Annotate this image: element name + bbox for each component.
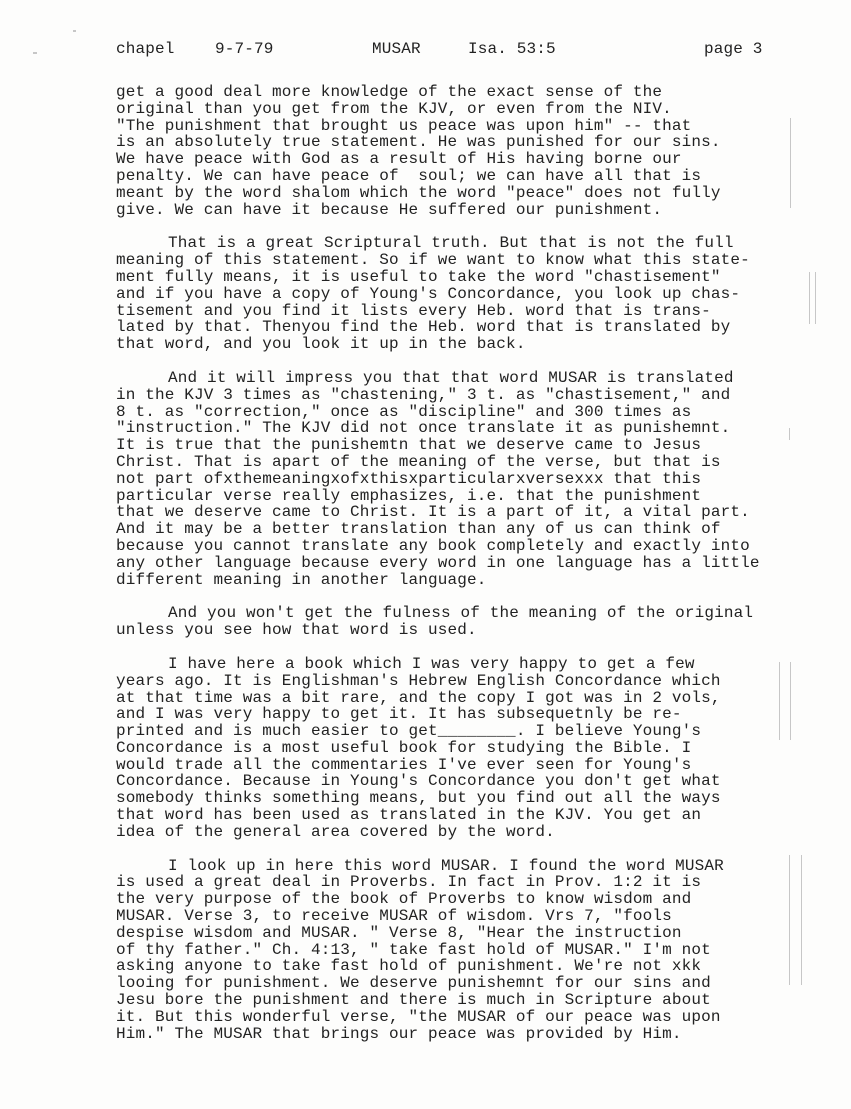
text-line: any other language because every word in one language has a little	[116, 553, 760, 572]
paragraph-6	[116, 858, 806, 1043]
text-line: And you won't get the fulness of the meaning of the original	[168, 604, 754, 623]
text-line: despise wisdom and MUSAR. " Verse 8, "Hear the instruction	[116, 923, 682, 942]
text-line: Concordance is a most useful book for studying the Bible. I	[116, 738, 692, 757]
text-line: different meaning in another language.	[116, 570, 487, 589]
text-line: I look up in here this word MUSAR. I found the word MUSAR	[168, 856, 724, 875]
text-line: not part ofxthemeaningxofxthisxparticularxversexxx that this	[116, 469, 702, 488]
text-line: Concordance. Because in Young's Concordance you don't get what	[116, 772, 721, 791]
text-line: MUSAR. Verse 3, to receive MUSAR of wisdom. Vrs 7, "fools	[116, 907, 672, 926]
text-line: tisement and you find it lists every Heb. word that is trans-	[116, 301, 711, 320]
margin-scan-mark	[790, 118, 791, 208]
text-line: it. But this wonderful verse, "the MUSAR of our peace was upon	[116, 1007, 721, 1026]
text-line: that word has been used as translated in the KJV. You get an	[116, 806, 702, 825]
text-line: We have peace with God as a result of His having borne our	[116, 150, 682, 169]
margin-scan-mark	[815, 272, 816, 324]
text-line: Jesu bore the punishment and there is much in Scripture about	[116, 991, 711, 1010]
text-line: particular verse really emphasizes, i.e. that the punishment	[116, 486, 702, 505]
text-line: and I was very happy to get it. It has subsequetnly be re-	[116, 705, 682, 724]
header-page-number: page 3	[704, 40, 763, 58]
text-line: penalty. We can have peace of soul; we can have all that is	[116, 166, 702, 185]
text-line: give. We can have it because He suffered our punishment.	[116, 200, 663, 219]
text-line: "The punishment that brought us peace was upon him" -- that	[116, 116, 692, 135]
text-line: that word, and you look it up in the back.	[116, 335, 526, 354]
margin-scan-mark	[73, 30, 76, 32]
text-line: Christ. That is apart of the meaning of the verse, but that is	[116, 452, 721, 471]
header-title: MUSAR	[372, 40, 421, 58]
margin-scan-mark	[809, 272, 810, 324]
margin-scan-mark	[801, 855, 802, 985]
text-line: and if you have a copy of Young's Concordance, you look up chas-	[116, 284, 741, 303]
document-body	[116, 84, 806, 1059]
text-line: is used a great deal in Proverbs. In fact in Prov. 1:2 it is	[116, 873, 702, 892]
text-line: in the KJV 3 times as "chastening," 3 t. as "chastisement," and	[116, 385, 731, 404]
text-line: printed and is much easier to get________. I believe Young's	[116, 722, 702, 741]
text-line: would trade all the commentaries I've ever seen for Young's	[116, 755, 692, 774]
text-line: ment fully means, it is useful to take the word "chastisement"	[116, 267, 721, 286]
text-line: That is a great Scriptural truth. But that is not the full	[168, 234, 734, 253]
margin-scan-mark	[790, 662, 791, 740]
text-line: years ago. It is Englishman's Hebrew English Concordance which	[116, 671, 721, 690]
text-line: looing for punishment. We deserve punishemnt for our sins and	[116, 974, 711, 993]
text-line: meant by the word shalom which the word "peace" does not fully	[116, 183, 721, 202]
header-date: 9-7-79	[215, 40, 274, 58]
text-line: get a good deal more knowledge of the exact sense of the	[116, 83, 663, 101]
text-line: idea of the general area covered by the word.	[116, 822, 555, 841]
text-line: "instruction." The KJV did not once translate it as punishemnt.	[116, 419, 731, 438]
margin-scan-mark	[33, 52, 37, 54]
margin-scan-mark	[789, 855, 790, 985]
text-line: because you cannot translate any book completely and exactly into	[116, 536, 750, 555]
text-line: original than you get from the KJV, or even from the NIV.	[116, 99, 672, 118]
text-line: And it may be a better translation than any of us can think of	[116, 520, 721, 539]
text-line: And it will impress you that that word MUSAR is translated	[168, 368, 734, 387]
margin-scan-mark	[789, 428, 790, 440]
text-line: at that time was a bit rare, and the copy I got was in 2 vols,	[116, 688, 721, 707]
text-line: that we deserve came to Christ. It is a part of it, a vital part.	[116, 503, 750, 522]
text-line: meaning of this statement. So if we want to know what this state-	[116, 251, 750, 270]
text-line: 8 t. as "correction," once as "discipline" and 300 times as	[116, 402, 692, 421]
paragraph-2	[116, 235, 806, 353]
text-line: the very purpose of the book of Proverbs to know wisdom and	[116, 890, 692, 909]
text-line: unless you see how that word is used.	[116, 621, 477, 640]
text-line: asking anyone to take fast hold of punishment. We're not xkk	[116, 957, 702, 976]
paragraph-4	[116, 605, 806, 639]
header-reference: Isa. 53:5	[468, 40, 556, 58]
margin-scan-mark	[779, 662, 780, 740]
text-line: I have here a book which I was very happy to get a few	[168, 654, 695, 673]
text-line: Him." The MUSAR that brings our peace was provided by Him.	[116, 1024, 682, 1043]
paragraph-1	[116, 84, 806, 218]
text-line: lated by that. Thenyou find the Heb. word that is translated by	[116, 318, 731, 337]
paragraph-5	[116, 656, 806, 841]
text-line: of thy father." Ch. 4:13, " take fast hold of MUSAR." I'm not	[116, 940, 711, 959]
header-chapel: chapel	[116, 40, 175, 58]
text-line: It is true that the punishemtn that we deserve came to Jesus	[116, 436, 702, 455]
paragraph-3	[116, 370, 806, 588]
page-header	[0, 40, 851, 64]
text-line: is an absolutely true statement. He was punished for our sins.	[116, 133, 721, 152]
text-line: somebody thinks something means, but you find out all the ways	[116, 789, 721, 808]
